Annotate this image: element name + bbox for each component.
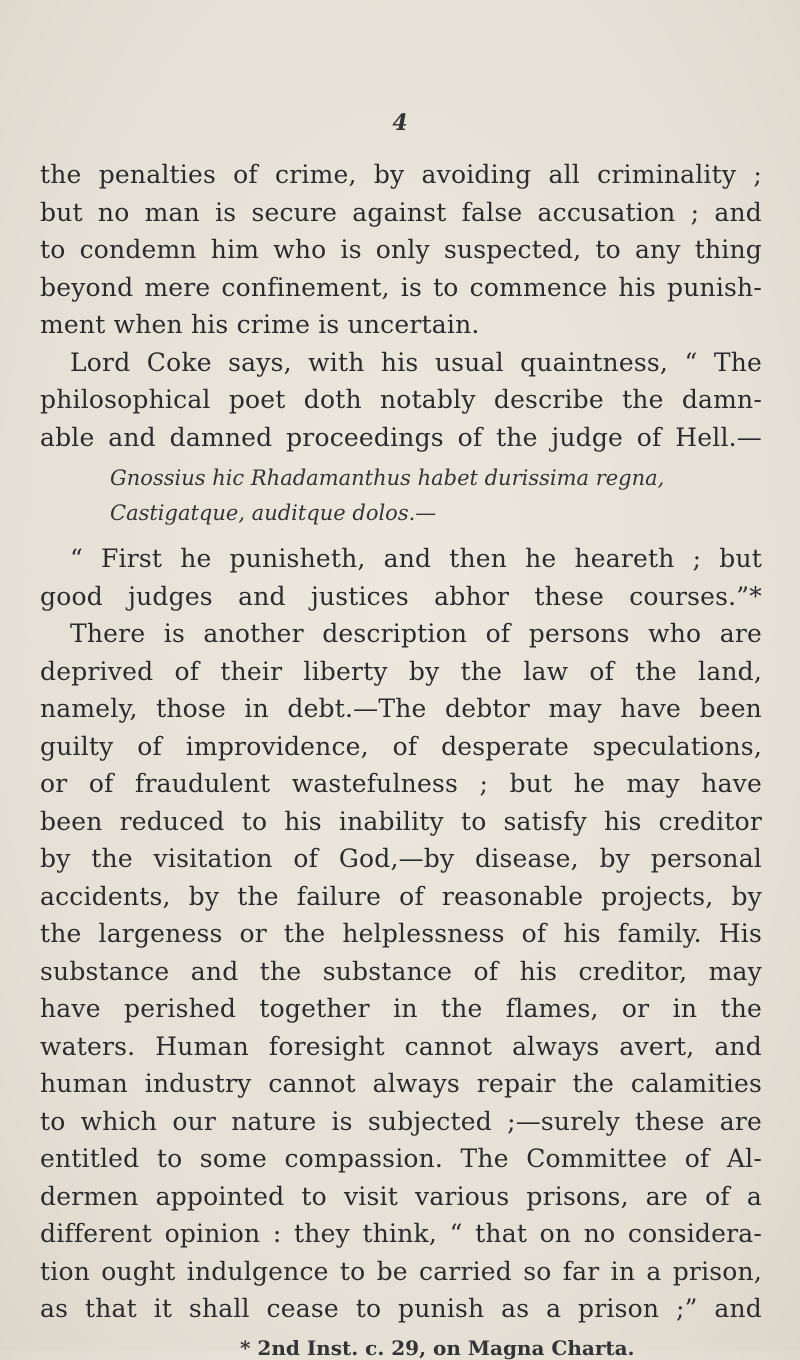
text-line: waters. Human foresight cannot always avert, and — [40, 1031, 762, 1061]
text-line: able and damned proceedings of the judge of Hell.— — [40, 422, 762, 452]
verse-line: Castigatque, auditque dolos.— — [110, 501, 437, 525]
text-line: Lord Coke says, with his usual quaintness, “ The — [70, 347, 762, 377]
text-line: different opinion : they think, “ that on no considera- — [40, 1219, 762, 1248]
text-line: accidents, by the failure of reasonable projects, by — [40, 881, 762, 911]
text-line: been reduced to his inability to satisfy his creditor — [40, 806, 762, 836]
text-line: “ First he punisheth, and then he heareth ; but — [70, 544, 762, 573]
text-line: philosophical poet doth notably describe the damn- — [40, 385, 762, 414]
text-line: by the visitation of God,—by disease, by personal — [40, 844, 762, 873]
text-line: but no man is secure against false accusation ; and — [40, 197, 762, 227]
text-line: guilty of improvidence, of desperate speculations, — [40, 731, 762, 761]
text-line: dermen appointed to visit various prisons, are of a — [40, 1181, 762, 1211]
text-line: the penalties of crime, by avoiding all criminality ; — [40, 160, 762, 189]
text-line: have perished together in the flames, or in the — [40, 994, 762, 1023]
text-line: good judges and justices abhor these courses.”* — [40, 581, 762, 611]
text-line: substance and the substance of his creditor, may — [40, 956, 762, 986]
footnote: * 2nd Inst. c. 29, on Magna Charta. — [240, 1335, 635, 1360]
text-line: or of fraudulent wastefulness ; but he may have — [40, 769, 762, 798]
text-line: There is another description of persons who are — [70, 619, 762, 648]
text-line: deprived of their liberty by the law of the land, — [40, 656, 762, 686]
text-line: as that it shall cease to punish as a prison ;” and — [40, 1294, 762, 1323]
text-line: entitled to some compassion. The Committee of Al- — [40, 1144, 762, 1173]
text-line: the largeness or the helplessness of his family. His — [40, 919, 762, 948]
text-line: to condemn him who is only suspected, to any thing — [40, 235, 762, 264]
text-line: namely, those in debt.—The debtor may have been — [40, 694, 762, 723]
page-number: 4 — [392, 110, 408, 136]
text-line: to which our nature is subjected ;—surely these are — [40, 1106, 762, 1136]
text-line: tion ought indulgence to be carried so far in a prison, — [40, 1256, 762, 1286]
text-line: beyond mere confinement, is to commence his punish- — [40, 272, 762, 302]
text-line: ment when his crime is uncertain. — [40, 310, 480, 339]
verse-line: Gnossius hic Rhadamanthus habet durissima regna, — [110, 466, 665, 490]
text-line: human industry cannot always repair the calamities — [40, 1069, 762, 1098]
